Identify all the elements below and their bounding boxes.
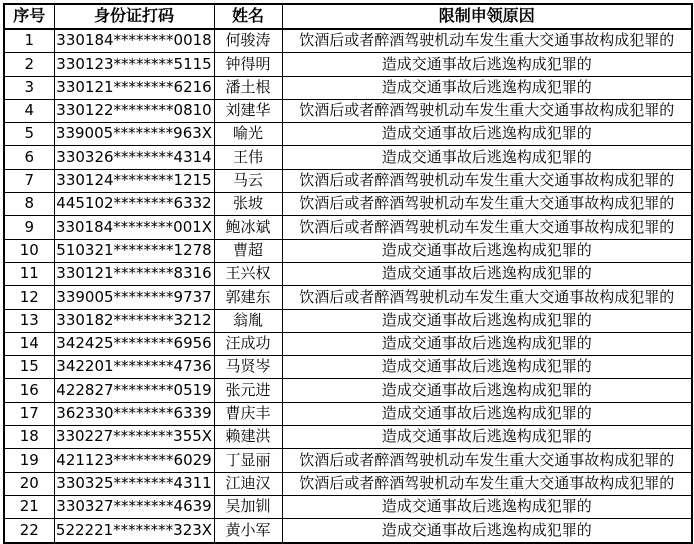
restriction-reason-cell: 饮酒后或者醉酒驾驶机动车发生重大交通事故构成犯罪的 (282, 286, 692, 309)
name-cell: 刘建华 (214, 99, 282, 122)
restriction-reason-cell: 饮酒后或者醉酒驾驶机动车发生重大交通事故构成犯罪的 (282, 99, 692, 122)
id-masked-cell: 421123********6029 (54, 449, 214, 472)
table-row (4, 519, 692, 543)
id-masked-cell: 445102********6332 (54, 193, 214, 216)
name-cell: 鲍冰斌 (214, 216, 282, 239)
serial-cell: 17 (4, 402, 54, 425)
name-cell: 张坡 (214, 193, 282, 216)
name-cell: 黄小军 (214, 519, 282, 543)
restriction-reason-cell: 饮酒后或者醉酒驾驶机动车发生重大交通事故构成犯罪的 (282, 29, 692, 53)
table-row (4, 216, 692, 239)
serial-cell: 7 (4, 169, 54, 192)
table-row (4, 239, 692, 262)
restriction-reason-cell: 饮酒后或者醉酒驾驶机动车发生重大交通事故构成犯罪的 (282, 193, 692, 216)
column-header-id-masked: 身份证打码 (54, 4, 214, 29)
table-row (4, 472, 692, 495)
header-row (4, 4, 692, 29)
id-masked-cell: 330325********4311 (54, 472, 214, 495)
table-row (4, 495, 692, 518)
restriction-table (3, 3, 693, 544)
serial-cell: 16 (4, 379, 54, 402)
name-cell: 曹超 (214, 239, 282, 262)
restriction-reason-cell: 造成交通事故后逃逸构成犯罪的 (282, 76, 692, 99)
name-cell: 何骏涛 (214, 29, 282, 53)
restriction-reason-cell: 造成交通事故后逃逸构成犯罪的 (282, 239, 692, 262)
restriction-reason-cell: 造成交通事故后逃逸构成犯罪的 (282, 332, 692, 355)
serial-cell: 4 (4, 99, 54, 122)
name-cell: 江迪汉 (214, 472, 282, 495)
name-cell: 汪成功 (214, 332, 282, 355)
id-masked-cell: 342425********6956 (54, 332, 214, 355)
serial-cell: 6 (4, 146, 54, 169)
restriction-reason-cell: 造成交通事故后逃逸构成犯罪的 (282, 519, 692, 543)
name-cell: 赖建洪 (214, 426, 282, 449)
name-cell: 钟得明 (214, 53, 282, 76)
name-cell: 吴加钏 (214, 495, 282, 518)
id-masked-cell: 330121********6216 (54, 76, 214, 99)
id-masked-cell: 510321********1278 (54, 239, 214, 262)
id-masked-cell: 330123********5115 (54, 53, 214, 76)
serial-cell: 12 (4, 286, 54, 309)
id-masked-cell: 422827********0519 (54, 379, 214, 402)
restriction-reason-cell: 造成交通事故后逃逸构成犯罪的 (282, 309, 692, 332)
table-row (4, 193, 692, 216)
id-masked-cell: 330184********0018 (54, 29, 214, 53)
id-masked-cell: 342201********4736 (54, 356, 214, 379)
id-masked-cell: 522221********323X (54, 519, 214, 543)
name-cell: 王伟 (214, 146, 282, 169)
id-masked-cell: 339005********9737 (54, 286, 214, 309)
restriction-reason-cell: 造成交通事故后逃逸构成犯罪的 (282, 495, 692, 518)
serial-cell: 3 (4, 76, 54, 99)
name-cell: 丁显丽 (214, 449, 282, 472)
id-masked-cell: 330227********355X (54, 426, 214, 449)
id-masked-cell: 330327********4639 (54, 495, 214, 518)
serial-cell: 22 (4, 519, 54, 543)
name-cell: 喻光 (214, 123, 282, 146)
name-cell: 郭建东 (214, 286, 282, 309)
restriction-reason-cell: 饮酒后或者醉酒驾驶机动车发生重大交通事故构成犯罪的 (282, 472, 692, 495)
restriction-reason-cell: 造成交通事故后逃逸构成犯罪的 (282, 402, 692, 425)
name-cell: 潘土根 (214, 76, 282, 99)
name-cell: 马云 (214, 169, 282, 192)
id-masked-cell: 362330********6339 (54, 402, 214, 425)
table-row (4, 99, 692, 122)
restriction-reason-cell: 造成交通事故后逃逸构成犯罪的 (282, 262, 692, 285)
table-row (4, 53, 692, 76)
name-cell: 曹庆丰 (214, 402, 282, 425)
table-row (4, 29, 692, 53)
serial-cell: 11 (4, 262, 54, 285)
name-cell: 翁胤 (214, 309, 282, 332)
restriction-reason-cell: 饮酒后或者醉酒驾驶机动车发生重大交通事故构成犯罪的 (282, 169, 692, 192)
restriction-reason-cell: 造成交通事故后逃逸构成犯罪的 (282, 53, 692, 76)
column-header-restriction-reason: 限制申领原因 (282, 4, 692, 29)
serial-cell: 13 (4, 309, 54, 332)
restriction-reason-cell: 造成交通事故后逃逸构成犯罪的 (282, 123, 692, 146)
serial-cell: 14 (4, 332, 54, 355)
restriction-reason-cell: 造成交通事故后逃逸构成犯罪的 (282, 356, 692, 379)
table-row (4, 332, 692, 355)
restriction-reason-cell: 造成交通事故后逃逸构成犯罪的 (282, 146, 692, 169)
table-row (4, 309, 692, 332)
name-cell: 张元进 (214, 379, 282, 402)
column-header-name: 姓名 (214, 4, 282, 29)
id-masked-cell: 330182********3212 (54, 309, 214, 332)
table-row (4, 402, 692, 425)
table-row (4, 169, 692, 192)
serial-cell: 9 (4, 216, 54, 239)
table-body (4, 29, 692, 543)
table-row (4, 426, 692, 449)
serial-cell: 18 (4, 426, 54, 449)
serial-cell: 21 (4, 495, 54, 518)
serial-cell: 2 (4, 53, 54, 76)
table-row (4, 146, 692, 169)
serial-cell: 10 (4, 239, 54, 262)
table-row (4, 123, 692, 146)
id-masked-cell: 330121********8316 (54, 262, 214, 285)
table-row (4, 449, 692, 472)
column-header-serial: 序号 (4, 4, 54, 29)
id-masked-cell: 339005********963X (54, 123, 214, 146)
serial-cell: 15 (4, 356, 54, 379)
restriction-reason-cell: 造成交通事故后逃逸构成犯罪的 (282, 426, 692, 449)
name-cell: 王兴权 (214, 262, 282, 285)
serial-cell: 5 (4, 123, 54, 146)
serial-cell: 20 (4, 472, 54, 495)
serial-cell: 1 (4, 29, 54, 53)
table-row (4, 379, 692, 402)
restriction-reason-cell: 饮酒后或者醉酒驾驶机动车发生重大交通事故构成犯罪的 (282, 449, 692, 472)
name-cell: 马贤岑 (214, 356, 282, 379)
restriction-reason-cell: 造成交通事故后逃逸构成犯罪的 (282, 379, 692, 402)
table-header (4, 4, 692, 29)
id-masked-cell: 330326********4314 (54, 146, 214, 169)
id-masked-cell: 330124********1215 (54, 169, 214, 192)
id-masked-cell: 330184********001X (54, 216, 214, 239)
table-row (4, 76, 692, 99)
restriction-reason-cell: 饮酒后或者醉酒驾驶机动车发生重大交通事故构成犯罪的 (282, 216, 692, 239)
table-row (4, 262, 692, 285)
serial-cell: 19 (4, 449, 54, 472)
id-masked-cell: 330122********0810 (54, 99, 214, 122)
table-row (4, 356, 692, 379)
table-row (4, 286, 692, 309)
serial-cell: 8 (4, 193, 54, 216)
